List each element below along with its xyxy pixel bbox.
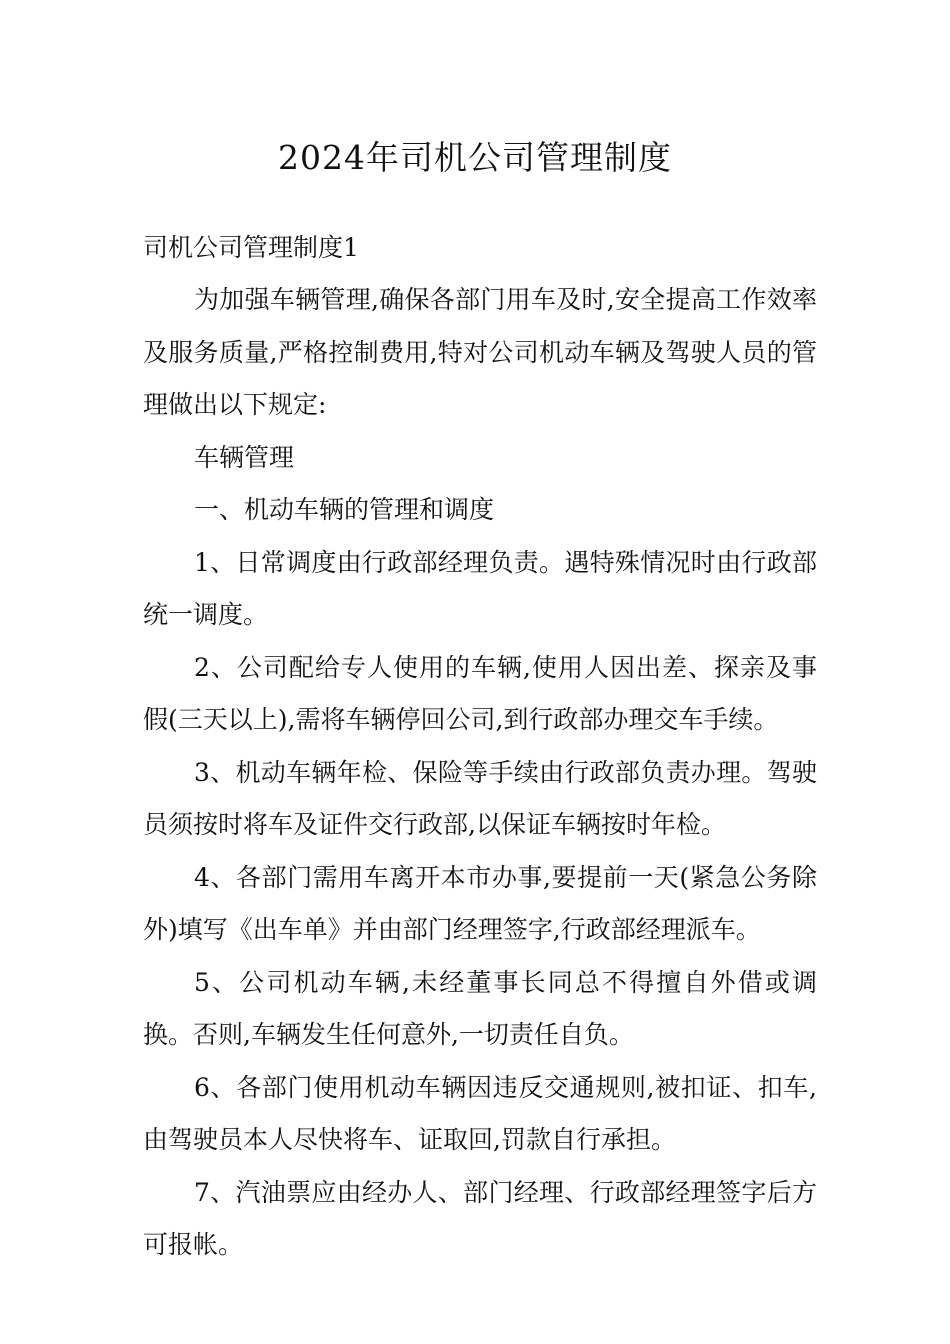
rule-item-3: 3、机动车辆年检、保险等手续由行政部负责办理。驾驶员须按时将车及证件交行政部,以保证车辆按时年检。 [143,757,817,839]
rule-item-4: 4、各部门需用车离开本市办事,要提前一天(紧急公务除外)填写《出车单》并由部门经理签字,行政部经理派车。 [143,862,817,944]
rule-item-1: 1、日常调度由行政部经理负责。遇特殊情况时由行政部统一调度。 [143,547,817,629]
rule-item-7: 7、汽油票应由经办人、部门经理、行政部经理签字后方可报帐。 [143,1177,817,1259]
subheading-vehicle-management: 车辆管理 [194,442,295,472]
rule-item-2: 2、公司配给专人使用的车辆,使用人因出差、探亲及事假(三天以上),需将车辆停回公司,到行政部办理交车手续。 [143,652,817,734]
rule-item-6: 6、各部门使用机动车辆因违反交通规则,被扣证、扣车,由驾驶员本人尽快将车、证取回,罚款自行承担。 [143,1072,817,1154]
document-body [143,222,817,1272]
section-heading: 司机公司管理制度1 [143,233,359,262]
rule-item-5: 5、公司机动车辆,未经董事长同总不得擅自外借或调换。否则,车辆发生任何意外,一切责任自负。 [143,967,817,1049]
subheading-dispatch: 一、机动车辆的管理和调度 [194,495,495,524]
intro-paragraph: 为加强车辆管理,确保各部门用车及时,安全提高工作效率及服务质量,严格控制费用,特对公司机动车辆及驾驶人员的管理做出以下规定: [143,285,817,419]
document-title: 2024年司机公司管理制度 [278,138,672,177]
